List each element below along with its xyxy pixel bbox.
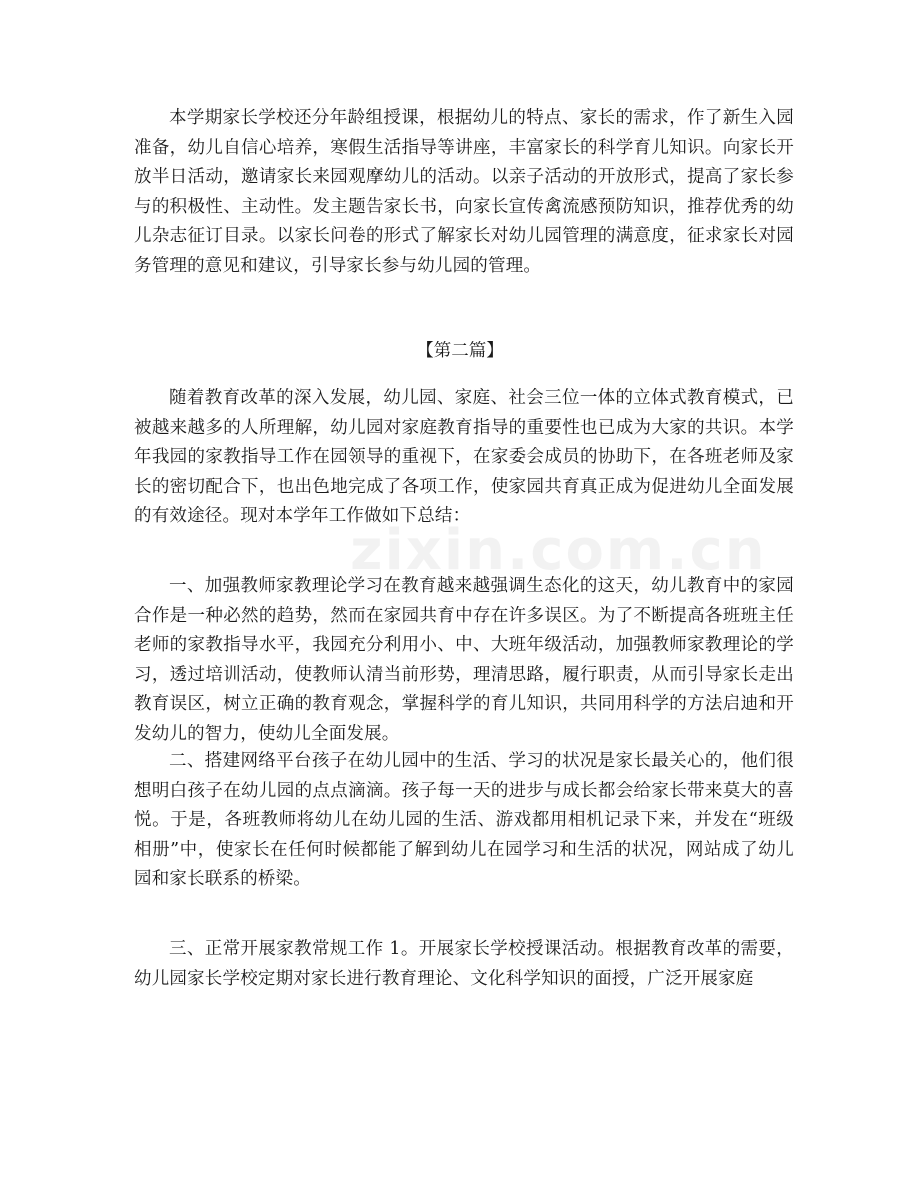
paragraph-one: 一、加强教师家教理论学习在教育越来越强调生态化的这天，幼儿教育中的家园合作是一种必然的趋势，然而在家园共育中存在许多误区。为了不断提高各班班主任老师的家教指导水平，我园充分利用小、中、大班年级活动，加强教师家教理论的学习，透过培训活动，使教师认清当前形势，理清思路，履行职责，从而引导家长走出教育误区，树立正确的教育观念，掌握科学的育儿知识，共同用科学的方法启迪和开发幼儿的智力，使幼儿全面发展。 bbox=[134, 576, 794, 744]
paragraph-intro: 本学期家长学校还分年龄组授课，根据幼儿的特点、家长的需求，作了新生入园准备，幼儿自信心培养，寒假生活指导等讲座，丰富家长的科学育儿知识。向家长开放半日活动，邀请家长来园观摩幼儿的活动。以亲子活动的开放形式，提高了家长参与的积极性、主动性。发主题告家长书，向家长宣传禽流感预防知识，推荐优秀的幼儿杂志征订目录。以家长问卷的形式了解家长对幼儿园管理的满意度，征求家长对园务管理的意见和建议，引导家长参与幼儿园的管理。 bbox=[134, 108, 794, 276]
paragraph-three: 三、正常开展家教常规工作 1。开展家长学校授课活动。根据教育改革的需要，幼儿园家长学校定期对家长进行教育理论、文化科学知识的面授，广泛开展家庭 bbox=[134, 939, 794, 989]
watermark-logo: zixin.com.cn bbox=[350, 518, 767, 583]
section-heading: 【第二篇】 bbox=[416, 341, 504, 361]
paragraph-overview: 随着教育改革的深入发展，幼儿园、家庭、社会三位一体的立体式教育模式，已被越来越多的人所理解，幼儿园对家庭教育指导的重要性也已成为大家的共识。本学年我园的家教指导工作在园领导的重视下，在家委会成员的协助下，在各班老师及家长的密切配合下，也出色地完成了各项工作，使家园共育真正成为促进幼儿全面发展的有效途径。现对本学年工作做如下总结： bbox=[134, 388, 794, 526]
paragraph-two: 二、搭建网络平台孩子在幼儿园中的生活、学习的状况是家长最关心的，他们很想明白孩子在幼儿园的点点滴滴。孩子每一天的进步与成长都会给家长带来莫大的喜悦。于是，各班教师将幼儿在幼儿园的生活、游戏都用相机记录下来，并发在“班级相册”中，使家长在任何时候都能了解到幼儿在园学习和生活的状况，网站成了幼儿园和家长联系的桥梁。 bbox=[134, 751, 794, 889]
